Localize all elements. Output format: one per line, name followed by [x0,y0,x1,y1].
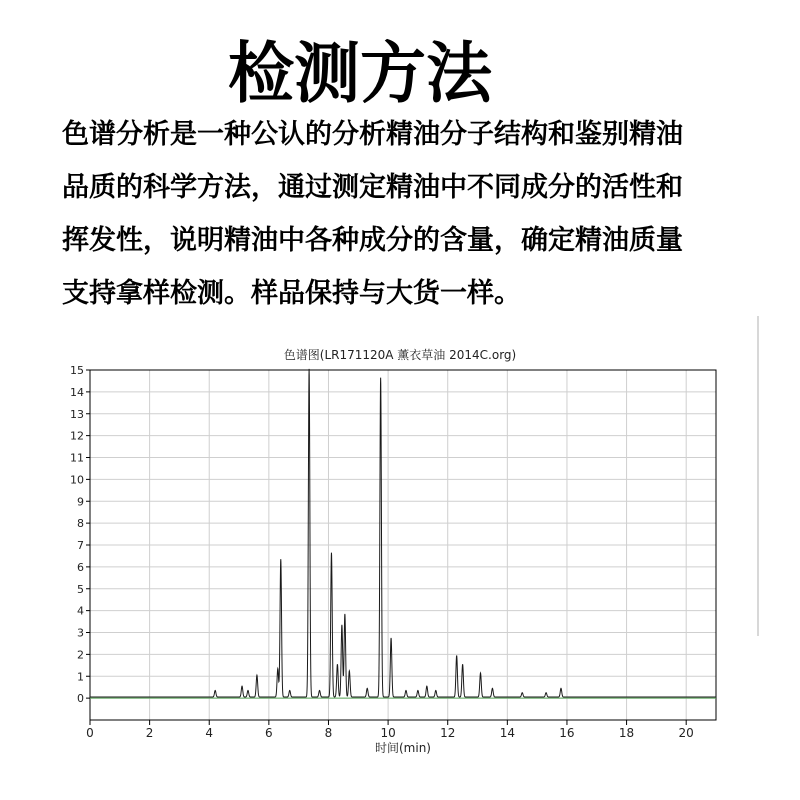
x-tick-label: 14 [499,726,515,740]
y-tick-label: 13 [70,407,84,421]
y-tick-label: 14 [70,385,84,399]
page-title: 检测方法 [228,34,492,112]
y-tick-label: 2 [77,648,84,662]
y-tick-label: 5 [77,582,84,596]
x-tick-label: 12 [440,726,456,740]
x-tick-label: 10 [380,726,396,740]
x-tick-label: 4 [205,726,214,740]
x-tick-label: 16 [559,726,575,740]
x-tick-label: 20 [678,726,694,740]
description-line-3: 挥发性，说明精油中各种成分的含量，确定精油质量 [62,225,683,256]
x-tick-label: 18 [618,726,635,740]
y-tick-label: 12 [70,429,84,443]
chart-title: 色谱图(LR171120A 薰衣草油 2014C.org) [283,348,517,362]
x-tick-label: 0 [86,726,94,740]
y-tick-label: 10 [70,473,84,487]
x-tick-label: 2 [145,726,154,740]
y-tick-label: 0 [77,692,84,706]
y-tick-label: 1 [77,670,84,684]
description-line-2: 品质的科学方法，通过测定精油中不同成分的活性和 [62,172,683,203]
y-tick-label: 11 [70,451,84,465]
x-tick-label: 8 [324,726,333,740]
x-axis-label: 时间(min) [375,741,431,755]
y-tick-label: 4 [77,604,84,618]
y-tick-label: 9 [77,495,84,509]
y-tick-label: 6 [77,560,84,574]
y-tick-label: 8 [77,517,84,531]
chromatogram-trace [90,369,716,697]
y-tick-label: 3 [77,626,84,640]
y-tick-label: 7 [77,539,84,552]
x-tick-label: 6 [265,726,273,740]
y-tick-label: 15 [70,364,84,377]
description-line-4: 支持拿样检测。样品保持与大货一样。 [62,278,521,309]
description-line-1: 色谱分析是一种公认的分析精油分子结构和鉴别精油 [62,119,683,150]
